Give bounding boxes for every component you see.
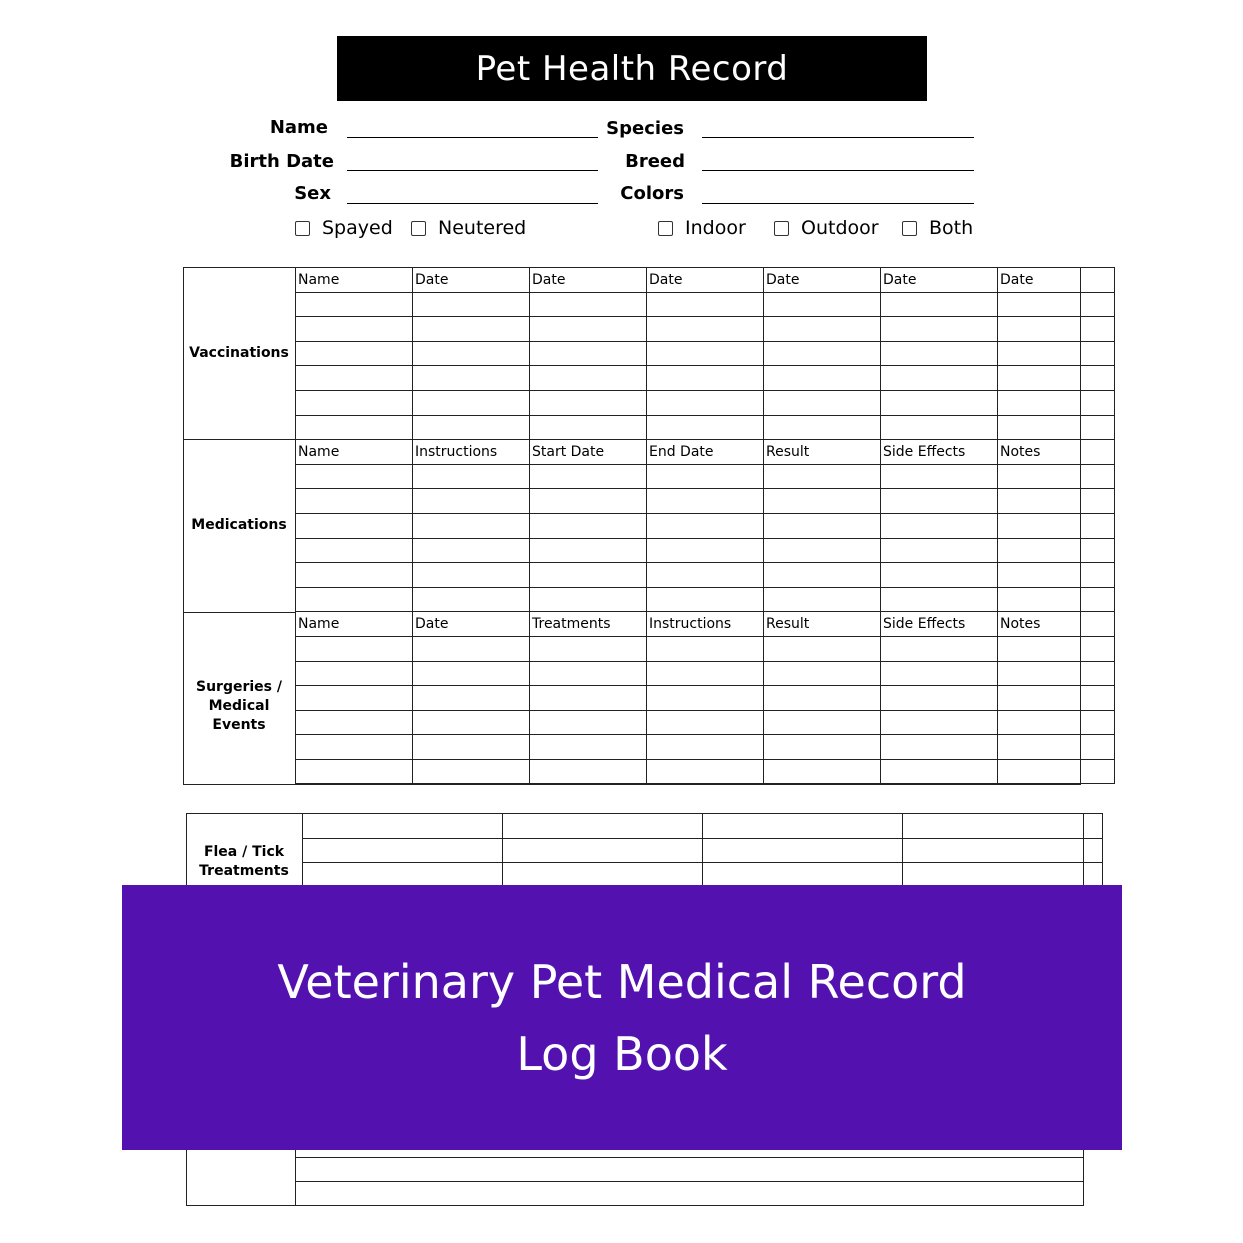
table-row [296,636,1115,661]
table-cell[interactable] [647,661,764,686]
table-cell[interactable] [998,489,1115,514]
table-cell[interactable] [296,636,413,661]
section-label-flea-tick: Flea / Tick Treatments [199,844,289,879]
table-cell[interactable] [647,317,764,342]
table-cell[interactable] [413,390,530,415]
table-cell[interactable] [296,587,413,612]
checkbox-indoor[interactable]: Indoor [658,217,746,239]
table-cell[interactable] [413,415,530,440]
table-cell[interactable] [413,587,530,612]
checkbox-icon[interactable] [411,221,426,236]
table-cell[interactable] [296,759,413,784]
table-row [296,686,1115,711]
table-cell[interactable] [764,513,881,538]
table-cell[interactable] [296,538,413,563]
table-cell[interactable] [530,538,647,563]
table-cell[interactable] [764,464,881,489]
column-header: Name [296,612,413,637]
table-cell[interactable] [764,415,881,440]
table-cell[interactable] [296,489,413,514]
table-cell[interactable] [703,863,903,888]
table-cell[interactable] [998,390,1115,415]
table-cell[interactable] [998,292,1115,317]
table-row [296,366,1115,391]
table-cell[interactable] [998,636,1115,661]
table-row [303,863,1103,888]
table-row [296,759,1115,784]
column-header: Notes [998,612,1115,637]
table-cell[interactable] [764,292,881,317]
table-cell[interactable] [998,341,1115,366]
table-row [296,390,1115,415]
table-cell[interactable] [998,366,1115,391]
table-cell[interactable] [998,587,1115,612]
table-cell[interactable] [303,863,503,888]
table-row [296,341,1115,366]
table-cell[interactable] [530,489,647,514]
table-cell[interactable] [530,735,647,760]
table-row [296,710,1115,735]
table-cell[interactable] [296,366,413,391]
table-cell[interactable] [881,341,998,366]
table-cell[interactable] [296,464,413,489]
table-cell[interactable] [647,759,764,784]
table-cell[interactable] [881,390,998,415]
column-header: End Date [647,440,764,465]
table-cell[interactable] [764,710,881,735]
table-cell[interactable] [764,390,881,415]
table-cell[interactable] [296,341,413,366]
table-cell[interactable] [303,814,503,839]
table-cell[interactable] [413,538,530,563]
table-cell[interactable] [296,661,413,686]
header-row [296,268,1115,293]
table-cell[interactable] [413,489,530,514]
table-row [296,661,1115,686]
table-cell[interactable] [647,366,764,391]
table-cell[interactable] [703,838,903,863]
table-cell[interactable] [296,390,413,415]
table-cell[interactable] [647,489,764,514]
column-header: Result [764,612,881,637]
table-cell[interactable] [296,415,413,440]
table-cell[interactable] [296,292,413,317]
table-cell[interactable] [764,661,881,686]
table-cell[interactable] [296,735,413,760]
table-cell[interactable] [903,838,1103,863]
promo-banner [122,885,1122,1150]
table-cell[interactable] [647,292,764,317]
table-cell[interactable] [530,587,647,612]
table-cell[interactable] [764,636,881,661]
table-cell[interactable] [881,661,998,686]
table-row [296,513,1115,538]
column-header: Notes [998,440,1115,465]
table-cell[interactable] [503,863,703,888]
column-header: Instructions [647,612,764,637]
table-cell[interactable] [647,390,764,415]
table-cell[interactable] [881,292,998,317]
flea-grid [302,813,1103,888]
field-label-colors: Colors [620,183,684,204]
table-cell[interactable] [413,636,530,661]
banner-line-1: Veterinary Pet Medical Record [277,954,967,1009]
section-label-medications: Medications [191,517,287,533]
bottom-row-line [295,1181,1084,1182]
table-cell[interactable] [764,686,881,711]
table-cell[interactable] [764,341,881,366]
table-cell[interactable] [881,636,998,661]
table-cell[interactable] [998,759,1115,784]
table-cell[interactable] [881,759,998,784]
bottom-column-divider [295,1150,296,1206]
table-cell[interactable] [764,759,881,784]
table-cell[interactable] [998,710,1115,735]
species-field-line[interactable] [702,137,974,138]
table-cell[interactable] [881,710,998,735]
table-cell[interactable] [881,366,998,391]
field-label-species: Species [606,118,684,139]
table-row [303,838,1103,863]
column-header: Side Effects [881,612,998,637]
bottom-row-line [295,1157,1084,1158]
table-cell[interactable] [530,464,647,489]
table-cell[interactable] [296,686,413,711]
table-cell[interactable] [647,464,764,489]
column-header: Start Date [530,440,647,465]
table-cell[interactable] [881,513,998,538]
table-cell[interactable] [647,735,764,760]
table-cell[interactable] [764,489,881,514]
column-header: Treatments [530,612,647,637]
column-header: Date [881,268,998,293]
header-row [296,612,1115,637]
field-label-birth-date: Birth Date [229,151,334,172]
table-cell[interactable] [413,735,530,760]
table-cell[interactable] [998,735,1115,760]
field-label-breed: Breed [625,151,685,172]
table-cell[interactable] [530,341,647,366]
table-cell[interactable] [413,661,530,686]
table-cell[interactable] [530,759,647,784]
table-cell[interactable] [647,341,764,366]
table-row [296,317,1115,342]
table-cell[interactable] [647,636,764,661]
table-cell[interactable] [530,636,647,661]
table-cell[interactable] [296,563,413,588]
column-header: Name [296,440,413,465]
table-cell[interactable] [998,513,1115,538]
table-cell[interactable] [413,464,530,489]
checkbox-icon[interactable] [902,221,917,236]
table-cell[interactable] [764,538,881,563]
column-header: Date [998,268,1115,293]
table-cell[interactable] [881,735,998,760]
table-cell[interactable] [530,292,647,317]
column-header: Date [764,268,881,293]
table-cell[interactable] [764,366,881,391]
column-header: Date [413,268,530,293]
table-row [296,292,1115,317]
checkbox-icon[interactable] [295,221,310,236]
table-cell[interactable] [647,563,764,588]
table-cell[interactable] [303,838,503,863]
table-cell[interactable] [296,710,413,735]
table-cell[interactable] [413,513,530,538]
table-cell[interactable] [881,587,998,612]
table-cell[interactable] [881,317,998,342]
table-row [303,814,1103,839]
field-label-sex: Sex [294,183,331,204]
table-cell[interactable] [903,814,1103,839]
table-cell[interactable] [647,538,764,563]
table-row [296,415,1115,440]
table-cell[interactable] [530,390,647,415]
table-cell[interactable] [530,661,647,686]
table-cell[interactable] [530,563,647,588]
breed-field-line[interactable] [702,170,974,171]
checkbox-icon[interactable] [658,221,673,236]
table-cell[interactable] [998,464,1115,489]
column-header: Date [413,612,530,637]
table-row [296,538,1115,563]
table-cell[interactable] [764,563,881,588]
section-label-surgeries: Surgeries / Medical Events [196,678,282,733]
table-cell[interactable] [530,686,647,711]
table-row [296,489,1115,514]
table-cell[interactable] [881,563,998,588]
field-label-name: Name [269,117,328,138]
checkbox-icon[interactable] [774,221,789,236]
table-cell[interactable] [413,710,530,735]
table-cell[interactable] [413,563,530,588]
checkbox-neutered[interactable]: Neutered [411,217,526,239]
table-cell[interactable] [413,686,530,711]
table-cell[interactable] [998,661,1115,686]
table-cell[interactable] [503,838,703,863]
table-cell[interactable] [530,366,647,391]
table-cell[interactable] [647,587,764,612]
table-cell[interactable] [881,489,998,514]
table-cell[interactable] [296,513,413,538]
table-cell[interactable] [881,464,998,489]
table-cell[interactable] [296,317,413,342]
column-header: Side Effects [881,440,998,465]
column-header: Result [764,440,881,465]
column-header: Date [530,268,647,293]
table-cell[interactable] [413,341,530,366]
table-cell[interactable] [413,366,530,391]
header-row [296,440,1115,465]
table-cell[interactable] [530,415,647,440]
banner-line-2: Log Book [516,1026,728,1081]
column-header: Name [296,268,413,293]
table-cell[interactable] [764,735,881,760]
table-row [296,587,1115,612]
table-cell[interactable] [530,513,647,538]
table-cell[interactable] [881,415,998,440]
table-row [296,735,1115,760]
table-row [296,464,1115,489]
records-grid [295,267,1115,784]
checkbox-outdoor[interactable]: Outdoor [774,217,879,239]
table-cell[interactable] [998,538,1115,563]
table-cell[interactable] [998,317,1115,342]
table-cell[interactable] [413,292,530,317]
checkbox-both[interactable]: Both [902,217,973,239]
section-label-vaccinations: Vaccinations [189,344,289,361]
table-cell[interactable] [703,814,903,839]
table-cell[interactable] [998,415,1115,440]
column-header: Date [647,268,764,293]
table-cell[interactable] [647,710,764,735]
table-cell[interactable] [413,317,530,342]
column-header: Instructions [413,440,530,465]
table-cell[interactable] [647,415,764,440]
table-cell[interactable] [998,686,1115,711]
table-cell[interactable] [881,538,998,563]
colors-field-line[interactable] [702,203,974,204]
table-cell[interactable] [764,587,881,612]
page-title: Pet Health Record [337,36,927,101]
checkbox-spayed[interactable]: Spayed [295,217,393,239]
table-cell[interactable] [764,317,881,342]
table-cell[interactable] [998,563,1115,588]
table-cell[interactable] [647,513,764,538]
table-row [296,563,1115,588]
table-cell[interactable] [413,759,530,784]
table-cell[interactable] [503,814,703,839]
table-cell[interactable] [530,317,647,342]
table-cell[interactable] [881,686,998,711]
table-cell[interactable] [530,710,647,735]
table-cell[interactable] [647,686,764,711]
table-cell[interactable] [903,863,1103,888]
